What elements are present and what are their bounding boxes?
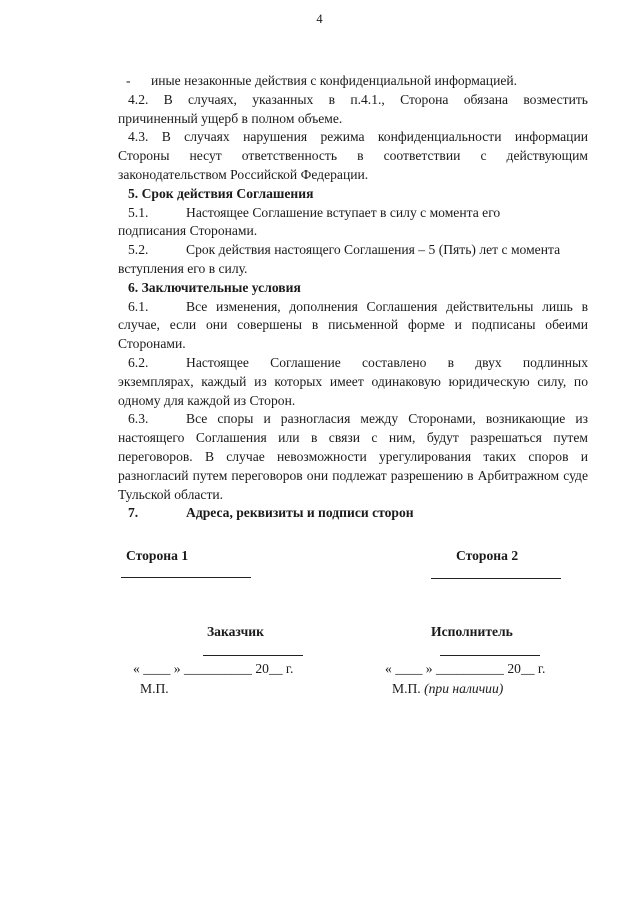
text-line: Настоящее Соглашение составлено в двух подлинных — [186, 354, 588, 370]
contractor-seal-note: (при наличии) — [424, 681, 504, 696]
page-number: 4 — [316, 12, 323, 26]
clause-line — [118, 241, 588, 260]
party2-label: Сторона 2 — [456, 548, 519, 563]
text-line: Все изменения, дополнения Соглашения действительны лишь в — [186, 298, 588, 314]
text-line: случае, если они совершены в письменной форме и подписаны обеими — [118, 317, 588, 333]
section-heading: 6. Заключительные условия — [128, 279, 301, 295]
text-line: одному для каждой из Сторон. — [118, 392, 296, 408]
text-line: разногласий путем переговоров они подлежат разрешению в Арбитражном суде — [118, 467, 588, 483]
text-line: вступления его в силу. — [118, 260, 248, 276]
clause-number: 6.1. — [128, 298, 149, 314]
text-line: Тульской области. — [118, 486, 224, 502]
section-heading: Адреса, реквизиты и подписи сторон — [186, 505, 414, 521]
text-line: иные незаконные действия с конфиденциальной информацией. — [151, 73, 518, 88]
text-line: Сторонами. — [118, 336, 186, 352]
party2-signature-line — [431, 578, 561, 579]
dash-marker: - — [126, 73, 131, 88]
text-line: экземплярах, каждый из которых имеет одинаковую юридическую силу, по — [118, 373, 588, 389]
contractor-date: « ____ » __________ 20__ г. — [385, 661, 546, 676]
text-line: переговоров. В случае невозможности урегулирования таких споров и — [118, 448, 588, 464]
text-line: настоящего Соглашения или в связи с ним, будут разрешаться путем — [118, 430, 588, 446]
text-line: Все споры и разногласия между Сторонами, возникающие из — [186, 411, 588, 427]
clause-number: 5.1. — [128, 204, 149, 220]
clause-line — [118, 298, 588, 317]
contractor-label: Исполнитель — [431, 624, 513, 639]
text-line: 4.3. В случаях нарушения режима конфиденциальности информации — [128, 129, 588, 145]
text-line: Настоящее Соглашение вступает в силу с момента его — [186, 204, 501, 220]
text-line: причиненный ущерб в полном объеме. — [118, 110, 343, 126]
clause-line — [118, 204, 588, 223]
section-heading-row — [118, 504, 588, 523]
customer-label: Заказчик — [207, 624, 264, 639]
party1-signature-line — [121, 577, 251, 578]
clause-number: 6.3. — [128, 411, 149, 427]
clause-line — [118, 354, 588, 373]
section-number: 7. — [128, 505, 139, 521]
text-line: 4.2. В случаях, указанных в п.4.1., Сторона обязана возместить — [128, 91, 588, 107]
contractor-signature-line — [440, 655, 540, 656]
contractor-seal-abbr: М.П. — [392, 681, 421, 696]
clause-number: 5.2. — [128, 242, 149, 258]
section-heading: 5. Срок действия Соглашения — [128, 185, 314, 201]
customer-signature-line — [203, 655, 303, 656]
contractor-seal — [392, 681, 503, 697]
text-line: подписания Сторонами. — [118, 223, 258, 239]
clause-line — [118, 410, 588, 429]
text-line: законодательством Российской Федерации. — [118, 166, 369, 182]
document-body — [118, 72, 588, 523]
list-item — [118, 72, 588, 91]
text-line: Стороны несут ответственность в соответствии с действующим — [118, 148, 588, 164]
party1-label: Сторона 1 — [126, 548, 189, 563]
text-line: Срок действия настоящего Соглашения – 5 (Пять) лет с момента — [186, 242, 561, 258]
clause-number: 6.2. — [128, 354, 149, 370]
customer-seal: М.П. — [140, 681, 169, 696]
customer-date: « ____ » __________ 20__ г. — [133, 661, 294, 676]
